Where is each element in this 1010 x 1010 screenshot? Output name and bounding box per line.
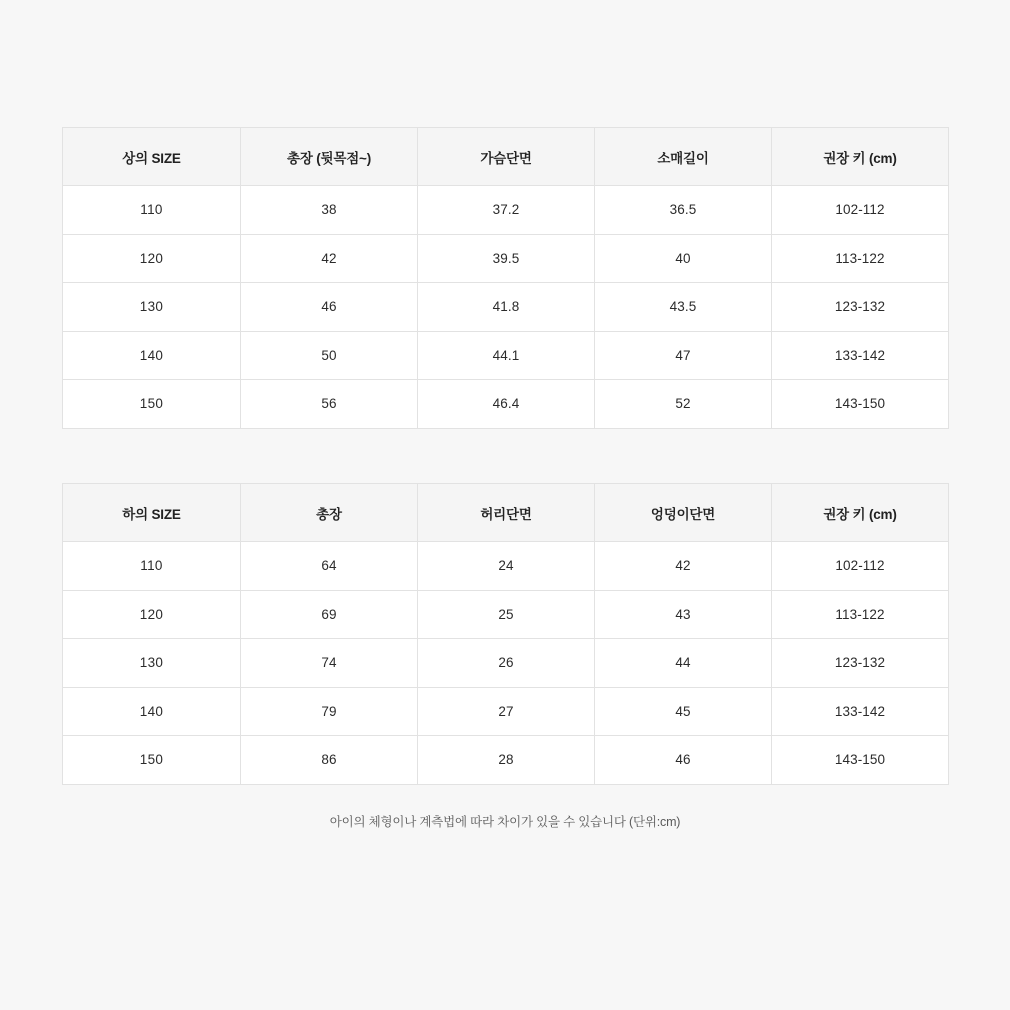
cell-size: 150 bbox=[63, 380, 241, 429]
cell-length: 79 bbox=[241, 687, 418, 736]
column-header-hip-width: 엉덩이단면 bbox=[595, 484, 772, 542]
column-header-chest-width: 가슴단면 bbox=[418, 128, 595, 186]
cell-sleeve: 36.5 bbox=[595, 186, 772, 235]
cell-height: 133-142 bbox=[772, 687, 949, 736]
cell-size: 130 bbox=[63, 639, 241, 688]
table-header-row bbox=[63, 128, 949, 186]
cell-size: 110 bbox=[63, 542, 241, 591]
column-header-sleeve-length: 소매길이 bbox=[595, 128, 772, 186]
table-row bbox=[63, 380, 949, 429]
cell-chest: 39.5 bbox=[418, 234, 595, 283]
cell-length: 46 bbox=[241, 283, 418, 332]
bottom-size-table-container bbox=[62, 483, 948, 785]
table-row bbox=[63, 736, 949, 785]
cell-height: 143-150 bbox=[772, 380, 949, 429]
column-header-waist-width: 허리단면 bbox=[418, 484, 595, 542]
column-header-top-length: 총장 (뒷목점~) bbox=[241, 128, 418, 186]
table-row bbox=[63, 687, 949, 736]
table-row bbox=[63, 639, 949, 688]
cell-waist: 28 bbox=[418, 736, 595, 785]
table-row bbox=[63, 542, 949, 591]
cell-length: 86 bbox=[241, 736, 418, 785]
cell-hip: 43 bbox=[595, 590, 772, 639]
top-size-table-container bbox=[62, 127, 948, 429]
measurement-note: 아이의 체형이나 계측법에 따라 차이가 있을 수 있습니다 (단위:cm) bbox=[329, 815, 681, 829]
cell-height: 143-150 bbox=[772, 736, 949, 785]
cell-height: 102-112 bbox=[772, 186, 949, 235]
table-row bbox=[63, 331, 949, 380]
table-row bbox=[63, 186, 949, 235]
cell-hip: 46 bbox=[595, 736, 772, 785]
table-header-row bbox=[63, 484, 949, 542]
cell-height: 133-142 bbox=[772, 331, 949, 380]
cell-length: 74 bbox=[241, 639, 418, 688]
cell-length: 50 bbox=[241, 331, 418, 380]
cell-size: 150 bbox=[63, 736, 241, 785]
cell-chest: 46.4 bbox=[418, 380, 595, 429]
column-header-recommended-height: 권장 키 (cm) bbox=[772, 128, 949, 186]
cell-waist: 27 bbox=[418, 687, 595, 736]
column-header-recommended-height: 권장 키 (cm) bbox=[772, 484, 949, 542]
cell-length: 64 bbox=[241, 542, 418, 591]
cell-sleeve: 52 bbox=[595, 380, 772, 429]
bottom-size-table bbox=[62, 483, 949, 785]
cell-waist: 24 bbox=[418, 542, 595, 591]
column-header-bottom-length: 총장 bbox=[241, 484, 418, 542]
cell-hip: 42 bbox=[595, 542, 772, 591]
cell-height: 113-122 bbox=[772, 590, 949, 639]
cell-size: 140 bbox=[63, 687, 241, 736]
column-header-top-size: 상의 SIZE bbox=[63, 128, 241, 186]
cell-hip: 45 bbox=[595, 687, 772, 736]
cell-length: 56 bbox=[241, 380, 418, 429]
table-row bbox=[63, 234, 949, 283]
cell-size: 110 bbox=[63, 186, 241, 235]
cell-hip: 44 bbox=[595, 639, 772, 688]
cell-height: 102-112 bbox=[772, 542, 949, 591]
cell-sleeve: 43.5 bbox=[595, 283, 772, 332]
cell-size: 130 bbox=[63, 283, 241, 332]
cell-waist: 25 bbox=[418, 590, 595, 639]
cell-chest: 41.8 bbox=[418, 283, 595, 332]
cell-height: 123-132 bbox=[772, 639, 949, 688]
cell-size: 120 bbox=[63, 590, 241, 639]
cell-size: 140 bbox=[63, 331, 241, 380]
column-header-bottom-size: 하의 SIZE bbox=[63, 484, 241, 542]
cell-height: 113-122 bbox=[772, 234, 949, 283]
cell-length: 42 bbox=[241, 234, 418, 283]
cell-length: 69 bbox=[241, 590, 418, 639]
cell-height: 123-132 bbox=[772, 283, 949, 332]
cell-chest: 44.1 bbox=[418, 331, 595, 380]
cell-size: 120 bbox=[63, 234, 241, 283]
top-size-table bbox=[62, 127, 949, 429]
cell-sleeve: 47 bbox=[595, 331, 772, 380]
table-row bbox=[63, 283, 949, 332]
cell-sleeve: 40 bbox=[595, 234, 772, 283]
table-row bbox=[63, 590, 949, 639]
cell-length: 38 bbox=[241, 186, 418, 235]
cell-chest: 37.2 bbox=[418, 186, 595, 235]
cell-waist: 26 bbox=[418, 639, 595, 688]
